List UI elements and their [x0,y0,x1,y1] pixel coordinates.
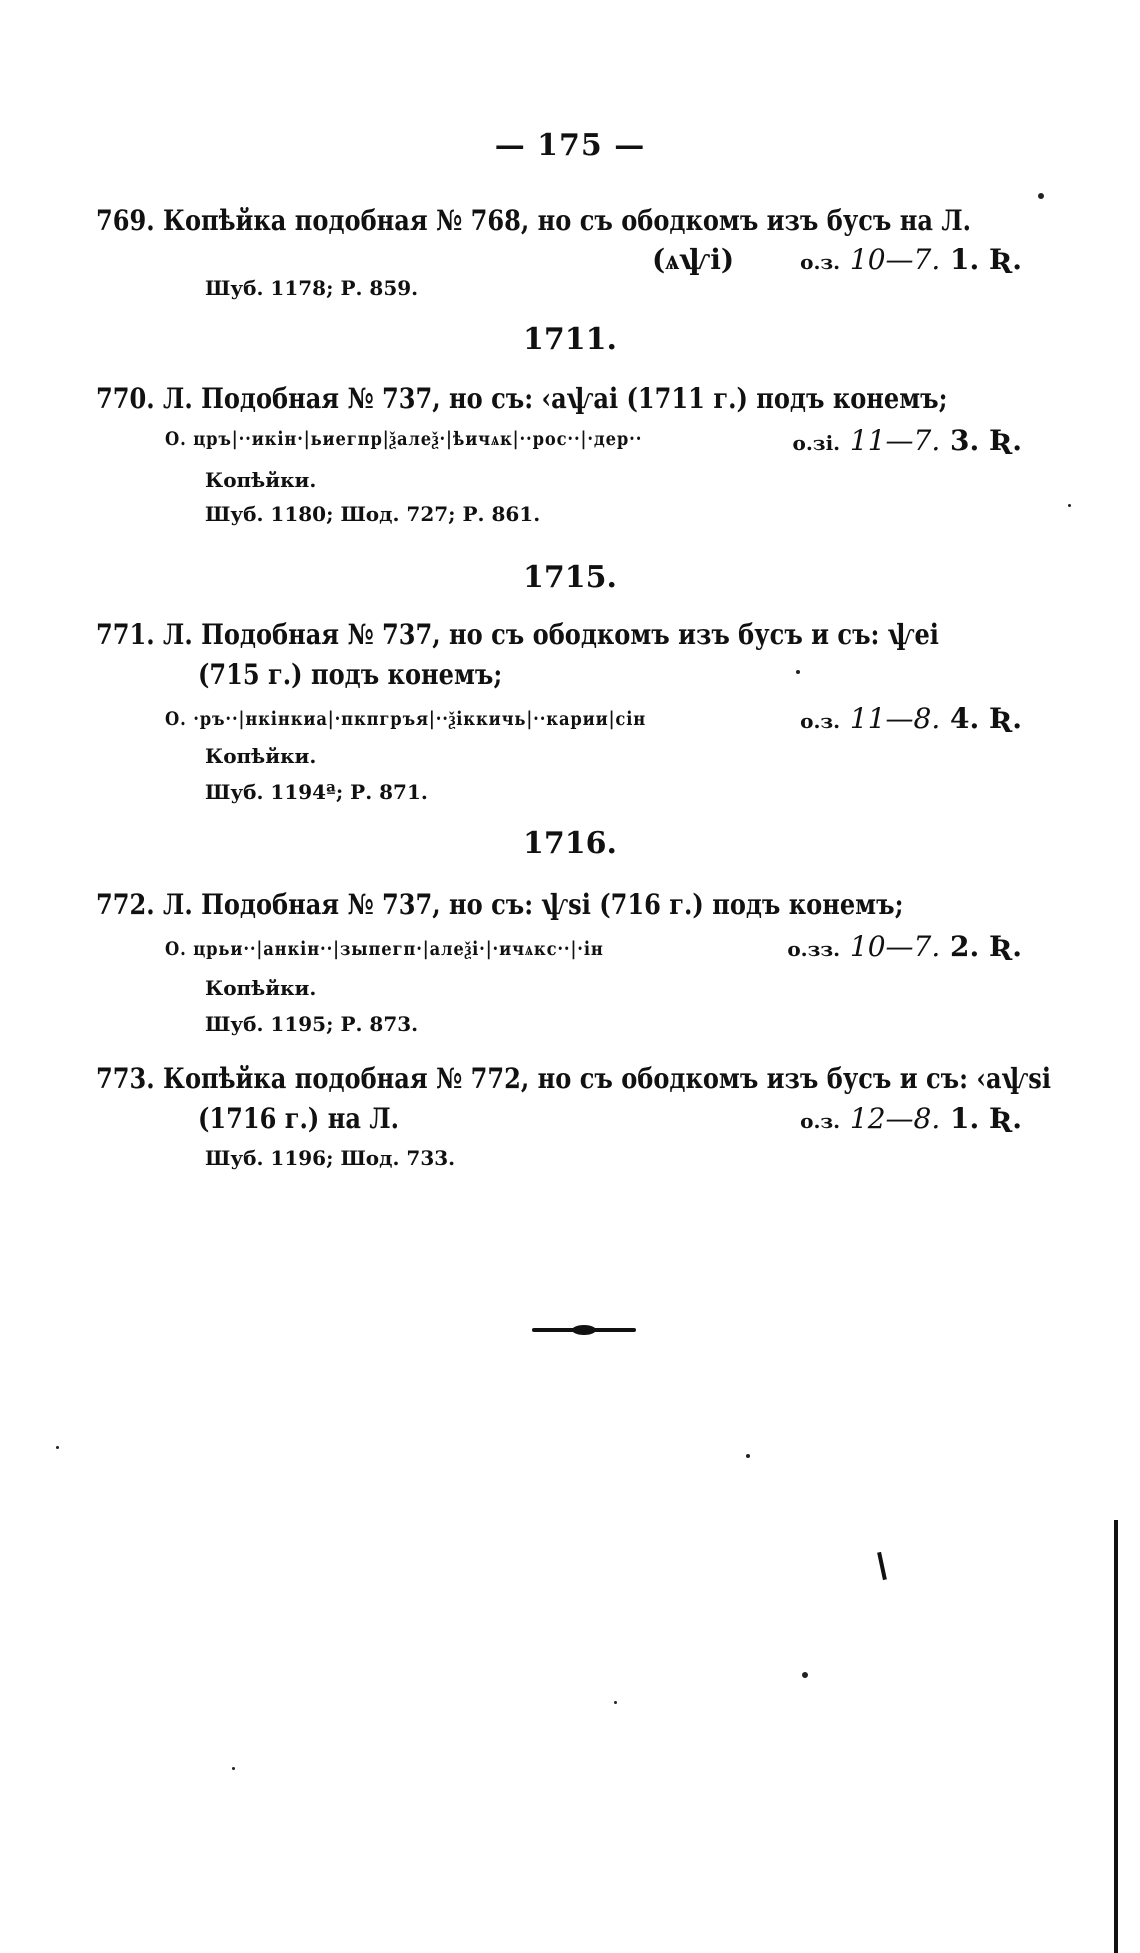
scan-speck [614,1701,617,1704]
entry-772-label: Копѣйки. [205,976,317,1000]
entry-772-refs: Шуб. 1195; Р. 873. [205,1012,419,1036]
entry-769-measure: о.з. 10—7. 1. Ʀ. [800,243,1022,276]
entry-text: Л. Подобная № 737, но съ ободкомъ изъ бусъ и съ: ѱеі [163,618,939,651]
entry-number: 770. [96,382,155,415]
scan-speck [56,1446,59,1449]
scan-speck [746,1454,750,1458]
entry-number: 769. [96,204,155,237]
scan-speck [802,1672,808,1678]
entry-771-line-1 [96,618,939,651]
entry-770-measure: о.зі. 11—7. 3. Ʀ. [792,424,1022,457]
scan-speck [1038,193,1044,199]
entry-771-legend: О. ·ръ··|нкінкиа|·пкпгръя|··ѯіккичь|··карии|сін [165,708,647,730]
entry-772-legend: О. црьи··|анкін··|зыпегп·|алеѯі·|·ичѧкс··|·ін [165,938,604,960]
end-ornament [532,1328,636,1332]
entry-771-line-2: (715 г.) подъ конемъ; [198,658,503,691]
entry-770-label: Копѣйки. [205,468,317,492]
entry-772-line-1 [96,888,903,921]
entry-number: 773. [96,1062,155,1095]
scan-speck [232,1767,235,1770]
year-heading-1715: 1715. [523,560,617,595]
entry-770-refs: Шуб. 1180; Шод. 727; Р. 861. [205,502,541,526]
entry-771-measure: о.з. 11—8. 4. Ʀ. [800,702,1022,735]
year-heading-1716: 1716. [523,826,617,861]
entry-770-line-1 [96,382,948,415]
entry-771-refs: Шуб. 1194ª; Р. 871. [205,780,428,804]
entry-text: Л. Подобная № 737, но съ: ‹аѱаі (1711 г.) подъ конемъ; [163,382,948,415]
entry-773-line-2: (1716 г.) на Л. [198,1102,400,1135]
scan-speck [796,670,800,674]
entry-769-refs: Шуб. 1178; Р. 859. [205,276,419,300]
page-edge-rule [1114,1520,1118,1953]
entry-772-measure: о.зз. 10—7. 2. Ʀ. [787,930,1022,963]
entry-769-inscription: (ѧѱі) [652,243,735,276]
page-number: — 175 — [494,128,646,163]
scan-speck [1068,504,1071,507]
entry-769-line-1 [96,204,971,237]
entry-773-measure: о.з. 12—8. 1. Ʀ. [800,1102,1022,1135]
entry-number: 771. [96,618,155,651]
scan-stroke [877,1552,887,1580]
year-heading-1711: 1711. [523,322,617,357]
entry-770-legend: О. цръ|··икін·|ьиегпр|ѯалеѯ·|ѣичѧк|··рос··|·дер·· [165,428,643,450]
entry-771-label: Копѣйки. [205,744,317,768]
entry-text: Копѣйка подобная № 772, но съ ободкомъ изъ бусъ и съ: ‹аѱsі [163,1062,1051,1095]
entry-number: 772. [96,888,155,921]
entry-773-line-1 [96,1062,1051,1095]
entry-text: Копѣйка подобная № 768, но съ ободкомъ изъ бусъ на Л. [163,204,972,237]
entry-text: Л. Подобная № 737, но съ: ѱsі (716 г.) подъ конемъ; [163,888,904,921]
entry-773-refs: Шуб. 1196; Шод. 733. [205,1146,456,1170]
